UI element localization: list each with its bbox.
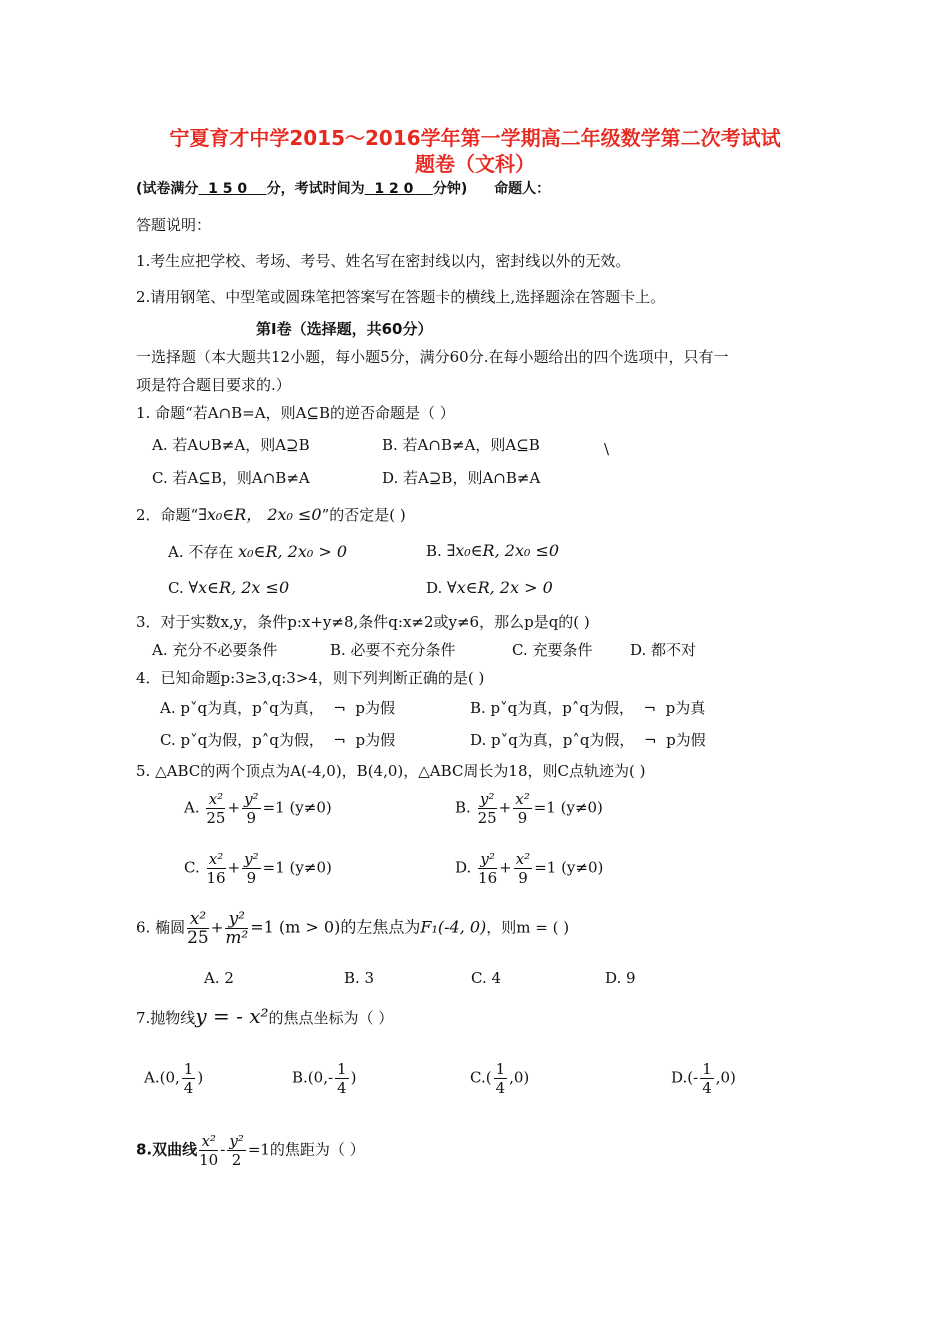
q2-stem-math: ∃x₀∈R， 2x₀ ≤0 <box>198 505 322 524</box>
q1-option-c: C. 若A⊆B，则A∩B≠A <box>152 469 310 487</box>
q7-a-num: 1 <box>183 1060 194 1078</box>
exam-info <box>136 178 550 198</box>
q6-focus: F₁(-4, 0) <box>420 917 487 937</box>
q2-option-a <box>168 541 347 562</box>
q6-den2: m² <box>225 928 249 948</box>
q5-c-frac1 <box>207 850 226 887</box>
q7-d-den: 4 <box>702 1079 712 1097</box>
q5-d-den1: 16 <box>478 869 498 887</box>
info-suffix: 分钟) <box>432 181 468 197</box>
q5-b-frac1 <box>478 790 497 827</box>
q2-d-math: ∀x∈R, 2x > 0 <box>447 578 553 597</box>
q5-c-frac2 <box>242 850 261 887</box>
q5-option-b: B. $\frac{\text{y²}}{25}$ + $\frac{\text{x²}}{9}$ =1 (y≠0) <box>455 790 603 827</box>
q6-num2: y² <box>225 910 248 929</box>
q6-stem-prefix: 6. 椭圆 <box>136 918 186 937</box>
q5-c-den1: 16 <box>206 869 226 887</box>
q6-stem-mid: =1 (m > 0)的左焦点为 <box>250 917 421 937</box>
q5-a-frac2 <box>242 790 261 827</box>
q7-c-frac <box>494 1060 508 1097</box>
q5-a-den1: 25 <box>206 809 226 827</box>
q6-option-c: C. 4 <box>471 969 502 987</box>
q5-option-d: D. $\frac{\text{y²}}{16}$ + $\frac{\text{x²}}{9}$ =1 (y≠0) <box>455 850 604 887</box>
q7-b-num: 1 <box>337 1060 347 1078</box>
q2-c-math: ∀x∈R, 2x ≤0 <box>188 578 290 597</box>
q4-stem: 4．已知命题p:3≥3,q:3>4，则下列判断正确的是( ) <box>136 669 485 687</box>
q3-option-b: B. 必要不充分条件 <box>330 641 456 659</box>
q7-option-d <box>671 1060 736 1097</box>
q1-option-a: A. 若A∪B≠A，则A⊇B <box>152 436 310 454</box>
q8-frac2 <box>227 1132 246 1169</box>
q5-b-label: B. <box>455 798 471 817</box>
q6-option-d: D. 9 <box>605 969 636 987</box>
q7-a-label: A. <box>144 1068 160 1087</box>
q4-option-a: A. p˅q为真，p˄q为真， ¬ p为假 <box>160 699 396 717</box>
q2-option-d <box>426 578 553 597</box>
q5-d-frac1 <box>478 850 497 887</box>
q5-b-frac2 <box>513 790 531 827</box>
q5-d-den2: 9 <box>518 869 528 887</box>
q5-c-den2: 9 <box>246 869 257 887</box>
q7-b-den: 4 <box>337 1079 347 1097</box>
q7-option-c <box>470 1060 529 1097</box>
q7-d-frac <box>700 1060 714 1097</box>
q5-b-den2: 9 <box>517 809 528 827</box>
q1-mark: \ <box>604 440 610 458</box>
q7-c-den: 4 <box>495 1079 506 1097</box>
info-time: 1 2 0 <box>364 181 433 197</box>
q2-option-b <box>426 541 559 560</box>
q5-a-tail: =1 (y≠0) <box>262 798 332 817</box>
q8-den1: 10 <box>199 1151 219 1169</box>
q2-a-math: x₀∈R, 2x₀ > 0 <box>238 542 348 561</box>
q7-b-post: ) <box>350 1068 357 1087</box>
q7-a-frac <box>182 1060 196 1097</box>
q7-a-post: ) <box>197 1068 204 1087</box>
q3-option-c: C. 充要条件 <box>512 641 593 659</box>
q5-b-num1: y² <box>478 790 497 809</box>
section-title: 第Ⅰ卷（选择题，共60分） <box>256 320 433 338</box>
q5-b-den1: 25 <box>477 809 497 827</box>
instruction-item-2: 2.请用钢笔、中型笔或圆珠笔把答案写在答题卡的横线上,选择题涂在答题卡上。 <box>136 288 666 306</box>
q8-stem: 8.双曲线 $\frac{\text{x²}}{10}$ - $\frac{\text{y²}}{2}$ =1的焦距为（ ） <box>136 1132 365 1169</box>
q8-den2: 2 <box>231 1151 242 1169</box>
q5-d-label: D. <box>455 858 472 877</box>
q2-b-label: B. <box>426 542 442 560</box>
q7-c-pre: ( <box>485 1068 492 1087</box>
q7-stem-math: y = - x² <box>195 1004 269 1028</box>
q5-c-num1: x² <box>207 850 226 869</box>
page-title: 宁夏育才中学2015～2016学年第一学期高二年级数学第二次考试试 <box>169 126 781 150</box>
q5-stem: 5. △ABC的两个顶点为A(-4,0)，B(4,0)，△ABC周长为18，则C点轨迹为( ) <box>136 762 646 780</box>
q7-d-post: ,0) <box>715 1068 736 1087</box>
q2-stem-prefix: 2．命题“ <box>136 506 199 524</box>
q5-b-num2: x² <box>515 790 530 808</box>
q7-a-pre: (0, <box>159 1068 180 1087</box>
q8-num2: y² <box>229 1132 244 1150</box>
info-prefix: (试卷满分 <box>136 181 199 197</box>
q6-stem: 6. 椭圆 $\frac{\text{x²}}{25}$ + $\frac{\text{y²}}{\text{m²}}$ =1 (m > 0)的左焦点为F₁(-4, 0)，则m = ( ) <box>136 909 570 948</box>
q8-stem-prefix: 8.双曲线 <box>136 1140 198 1159</box>
info-score: 1 5 0 <box>198 181 267 197</box>
q7-stem <box>136 1004 393 1028</box>
q4-option-c: C. p˅q为假，p˄q为假， ¬ p为假 <box>160 731 396 749</box>
q1-stem: 1. 命题“若A∩B=A，则A⊆B的逆否命题是（ ） <box>136 404 455 422</box>
q2-b-math: ∃x₀∈R, 2x₀ ≤0 <box>446 541 560 560</box>
info-mid: 分，考试时间为 <box>266 181 365 197</box>
q5-c-num2: y² <box>244 850 259 868</box>
q6-frac1 <box>187 910 209 947</box>
q7-a-den: 4 <box>183 1079 194 1097</box>
q5-a-num1: x² <box>206 790 225 809</box>
instructions-heading: 答题说明： <box>136 216 212 234</box>
q4-option-b: B. p˅q为真，p˄q为假， ¬ p为真 <box>470 699 706 717</box>
q7-c-num: 1 <box>495 1060 506 1078</box>
instruction-item-1: 1.考生应把学校、考场、考号、姓名写在密封线以内，密封线以外的无效。 <box>136 252 631 270</box>
q7-c-label: C. <box>470 1068 486 1087</box>
q8-frac1 <box>199 1132 218 1169</box>
q5-d-frac2 <box>514 850 532 887</box>
q1-option-b: B. 若A∩B≠A，则A⊆B <box>382 436 540 454</box>
q1-option-d: D. 若A⊇B，则A∩B≠A <box>382 469 541 487</box>
q2-option-c <box>168 578 289 597</box>
q5-a-label: A. <box>184 798 200 817</box>
q7-stem-suffix: 的焦点坐标为（ ） <box>268 1009 394 1027</box>
q7-stem-prefix: 7.抛物线 <box>136 1009 196 1027</box>
q7-d-label: D. <box>671 1068 688 1087</box>
q6-num1: x² <box>187 910 209 929</box>
q5-d-tail: =1 (y≠0) <box>534 858 604 877</box>
q5-d-num2: x² <box>515 850 531 868</box>
section-desc-line1: 一选择题（本大题共12小题，每小题5分，满分60分.在每小题给出的四个选项中，只有一 <box>136 348 729 366</box>
q7-b-pre: (0,- <box>307 1068 334 1087</box>
q6-frac2 <box>225 910 248 947</box>
q7-b-label: B. <box>292 1068 308 1087</box>
q8-num1: x² <box>199 1132 218 1151</box>
q8-stem-suffix: =1的焦距为（ ） <box>247 1140 365 1159</box>
q7-option-a <box>144 1060 203 1097</box>
q7-option-b <box>292 1060 356 1097</box>
q7-b-frac <box>335 1060 349 1097</box>
q7-d-pre: (- <box>687 1068 699 1087</box>
q6-den1: 25 <box>187 928 209 948</box>
q3-option-a: A. 充分不必要条件 <box>152 641 278 659</box>
q6-stem-suffix: ，则m = ( ) <box>486 918 570 937</box>
q7-d-num: 1 <box>702 1060 712 1078</box>
q3-stem: 3．对于实数x,y，条件p:x+y≠8,条件q:x≠2或y≠6，那么p是q的( ) <box>136 613 590 631</box>
q5-b-tail: =1 (y≠0) <box>533 798 603 817</box>
q7-c-post: ,0) <box>509 1068 530 1087</box>
q5-c-tail: =1 (y≠0) <box>262 858 332 877</box>
q2-a-label: A. 不存在 <box>168 543 234 561</box>
q5-a-frac1 <box>206 790 225 827</box>
q5-a-den2: 9 <box>246 809 257 827</box>
section-desc-line2: 项是符合题目要求的.） <box>136 376 291 394</box>
q6-option-b: B. 3 <box>344 969 375 987</box>
page-title-line2: 题卷（文科） <box>415 152 535 176</box>
q5-option-c: C. $\frac{\text{x²}}{16}$ + $\frac{\text{y²}}{9}$ =1 (y≠0) <box>184 850 332 887</box>
q5-a-num2: y² <box>244 790 259 808</box>
q2-stem <box>136 502 406 525</box>
q2-c-label: C. <box>168 579 184 597</box>
q2-d-label: D. <box>426 579 443 597</box>
q4-option-d: D. p˅q为真，p˄q为假， ¬ p为假 <box>470 731 706 749</box>
q5-c-label: C. <box>184 858 200 877</box>
q5-d-num1: y² <box>478 850 497 869</box>
q5-option-a: A. $\frac{\text{x²}}{25}$ + $\frac{\text{y²}}{9}$ =1 (y≠0) <box>184 790 332 827</box>
q6-option-a: A. 2 <box>204 969 234 987</box>
q3-option-d: D. 都不对 <box>630 641 697 659</box>
q2-stem-suffix: ”的否定是( ) <box>321 506 406 524</box>
info-author: 命题人： <box>494 181 551 197</box>
